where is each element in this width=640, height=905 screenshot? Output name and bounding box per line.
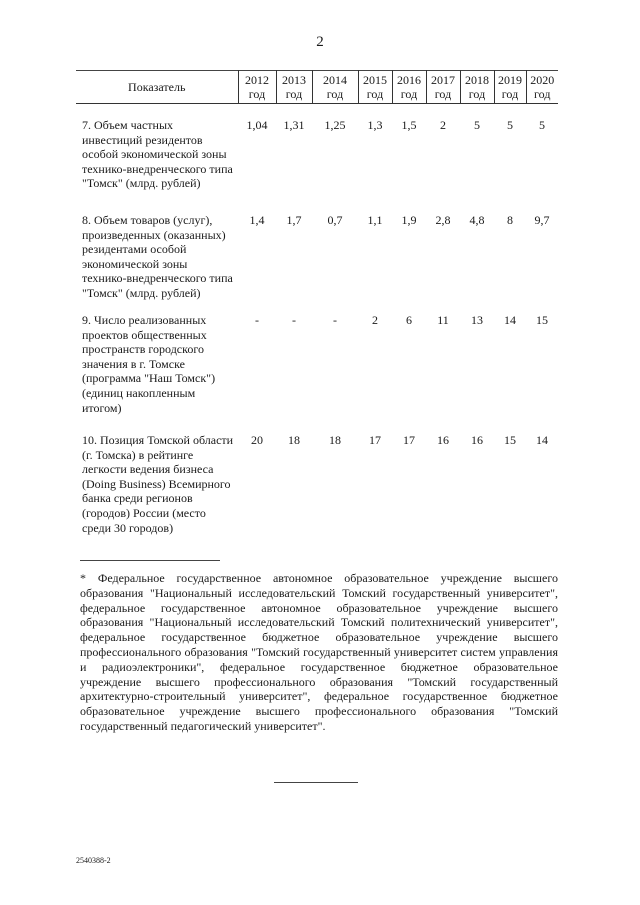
indicator-value: 2,8 [435,213,451,227]
header-year-number: 2012 [245,73,269,87]
indicator-value: 14 [536,433,548,447]
header-year-suffix: год [534,87,551,101]
indicators-table [76,70,558,553]
header-indicator: Показатель [76,70,238,104]
header-year-number: 2019 [498,73,522,87]
header-year-number: 2015 [363,73,387,87]
indicator-value: 0,7 [327,213,343,227]
indicator-value: 17 [369,433,381,447]
indicator-value: 1,25 [324,118,346,132]
indicator-value: 1,4 [249,213,265,227]
indicator-value: 15 [504,433,516,447]
indicator-value: 9,7 [534,213,550,227]
header-year-suffix: год [400,87,418,101]
header-year-suffix: год [285,87,303,101]
header-year-suffix: год [501,87,519,101]
header-year-suffix: год [248,87,266,101]
indicator-value: 1,7 [286,213,302,227]
indicator-value: 13 [471,313,483,327]
header-year [526,70,558,104]
indicator-value: 1,31 [283,118,305,132]
indicator-value: 1,9 [401,213,417,227]
header-year [426,70,460,104]
footnote-separator [80,560,220,561]
indicator-value: 1,1 [367,213,383,227]
header-year [494,70,526,104]
table-header-row [76,70,558,104]
header-year-number: 2013 [282,73,306,87]
header-year-suffix: год [434,87,452,101]
table-row [76,313,558,433]
header-year-number: 2016 [397,73,421,87]
indicator-value: 1,5 [401,118,417,132]
indicator-value: 6 [406,313,412,327]
header-year [312,70,358,104]
header-year [276,70,312,104]
header-year-number: 2020 [530,73,555,87]
header-year-suffix: год [326,87,344,101]
indicator-value: 1,04 [246,118,268,132]
indicator-value: 11 [437,313,449,327]
indicator-value: 20 [251,433,263,447]
header-year [358,70,392,104]
indicator-value: 18 [329,433,341,447]
header-year-number: 2018 [465,73,489,87]
table-row [76,433,558,553]
table-row [76,213,558,313]
header-year [460,70,494,104]
indicator-value: 5 [474,118,480,132]
indicator-value: - [292,313,296,327]
indicator-value: 14 [504,313,516,327]
indicator-value: 16 [437,433,449,447]
indicator-name: 9. Число реализованных проектов общественных пространств городского значения в г. Томске (программа "Наш Томск") (единиц накопленным итогом) [82,313,216,415]
header-year-number: 2014 [323,73,347,87]
indicator-value: 2 [440,118,446,132]
end-of-text-rule [274,782,358,783]
indicator-value: 1,3 [367,118,383,132]
indicator-value: - [333,313,337,327]
document-code: 2540388-2 [76,856,111,865]
indicator-value: 5 [539,118,545,132]
indicator-value: 17 [403,433,415,447]
header-year [238,70,276,104]
table-row [76,104,558,214]
indicator-value: 16 [471,433,483,447]
header-year-suffix: год [468,87,486,101]
indicator-value: 2 [372,313,378,327]
indicator-name: 10. Позиция Томской области (г. Томска) в рейтинге легкости ведения бизнеса (Doing Business) Всемирного банка среди регионов (городов) России (место среди 30 городов) [82,433,234,535]
header-year [392,70,426,104]
indicator-value: - [255,313,259,327]
indicator-value: 8 [507,213,513,227]
indicator-value: 15 [536,313,548,327]
header-year-number: 2017 [431,73,455,87]
footnote: * Федеральное государственное автономное образовательное учреждение высшего образования "Национальный исследовательский Томский государственный университет", федеральное государственное автономное образовательное учреждение высшего образования "Национальный исследовательский Томский политехнический университет", федеральное государственное бюджетное образовательное учреждение высшего профессионального образования "Томский государственный университет систем управления и радиоэлектроники", федеральное государственное бюджетное образовательное учреждение высшего профессионального образования "Томский государственный архитектурно-строительный университет", федеральное государственное бюджетное образовательное учреждение высшего профессионального образования "Томский государственный педагогический университет". [80,571,558,733]
indicator-value: 5 [507,118,513,132]
indicator-value: 4,8 [469,213,485,227]
header-year-suffix: год [366,87,384,101]
page-number: 2 [316,34,324,50]
indicator-name: 7. Объем частных инвестиций резидентов особой экономической зоны технико-внедренческого типа "Томск" (млрд. рублей) [82,118,233,191]
indicator-value: 18 [288,433,300,447]
indicator-name: 8. Объем товаров (услуг), произведенных (оказанных) резидентами особой экономической зоны технико-внедренческого типа "Томск" (млрд. рублей) [82,213,233,300]
